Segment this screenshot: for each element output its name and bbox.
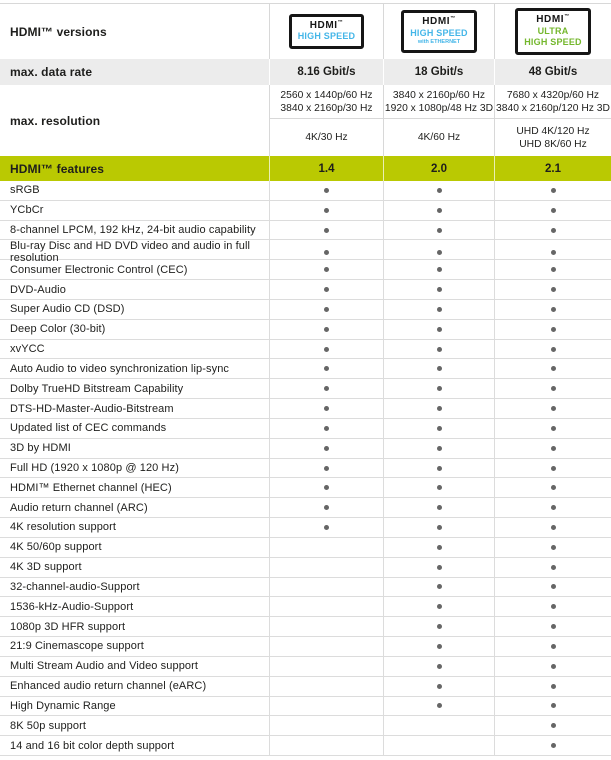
versions-row bbox=[0, 4, 611, 59]
feature-support-cell bbox=[269, 558, 383, 577]
feature-support-cell bbox=[494, 498, 611, 517]
feature-row bbox=[0, 221, 611, 241]
badge-ethernet-label: with ETHERNET bbox=[417, 38, 461, 45]
feature-label: Updated list of CEC commands bbox=[10, 422, 167, 435]
feature-label: Full HD (1920 x 1080p @ 120 Hz) bbox=[10, 462, 179, 474]
feature-support-cell bbox=[494, 181, 611, 200]
version-number: 2.1 bbox=[494, 156, 611, 181]
feature-label: 4K resolution support bbox=[10, 521, 117, 534]
badge-speed-label: ULTRA bbox=[537, 25, 569, 36]
feature-support-cell bbox=[269, 617, 383, 636]
feature-label: HDMI™ Ethernet channel (HEC) bbox=[10, 481, 172, 494]
data-rate-label: max. data rate bbox=[10, 65, 93, 79]
support-dot-icon bbox=[437, 485, 442, 490]
feature-label: Auto Audio to video synchronization lip-sync bbox=[10, 362, 230, 375]
feature-support-cell bbox=[269, 419, 383, 438]
support-dot-icon bbox=[324, 267, 329, 272]
uhd-modes-cell bbox=[494, 119, 611, 156]
feature-label: Audio return channel (ARC) bbox=[10, 501, 148, 514]
feature-support-cell bbox=[383, 320, 494, 339]
feature-row bbox=[0, 379, 611, 399]
feature-row bbox=[0, 181, 611, 201]
badge-cell-high-speed-ethernet bbox=[383, 4, 494, 59]
support-dot-icon bbox=[437, 644, 442, 649]
support-dot-icon bbox=[551, 505, 556, 510]
feature-support-cell bbox=[494, 320, 611, 339]
feature-label: 14 and 16 bit color depth support bbox=[10, 739, 175, 752]
feature-support-cell bbox=[494, 201, 611, 220]
data-rate-value: 48 Gbit/s bbox=[494, 59, 611, 85]
feature-support-cell bbox=[494, 716, 611, 735]
feature-support-cell bbox=[269, 340, 383, 359]
support-dot-icon bbox=[551, 327, 556, 332]
trademark-mark: ™ bbox=[564, 14, 570, 21]
uhd-modes-cell bbox=[269, 119, 383, 156]
feature-support-cell bbox=[494, 677, 611, 696]
support-dot-icon bbox=[551, 485, 556, 490]
support-dot-icon bbox=[324, 446, 329, 451]
support-dot-icon bbox=[437, 545, 442, 550]
feature-row bbox=[0, 240, 611, 265]
feature-support-cell bbox=[269, 300, 383, 319]
feature-row bbox=[0, 518, 611, 538]
support-dot-icon bbox=[551, 386, 556, 391]
feature-support-cell bbox=[494, 657, 611, 676]
support-dot-icon bbox=[437, 624, 442, 629]
support-dot-icon bbox=[551, 208, 556, 213]
feature-row bbox=[0, 558, 611, 578]
badge-cell-high-speed bbox=[269, 4, 383, 59]
feature-support-cell bbox=[269, 578, 383, 597]
trademark-mark: ™ bbox=[337, 19, 344, 26]
hdmi-brand: HDMI bbox=[422, 16, 451, 28]
support-dot-icon bbox=[551, 228, 556, 233]
feature-row bbox=[0, 439, 611, 459]
feature-label: 3D by HDMI bbox=[10, 442, 71, 455]
feature-row bbox=[0, 419, 611, 439]
feature-support-cell bbox=[494, 280, 611, 299]
feature-support-cell bbox=[383, 340, 494, 359]
uhd-line: 4K/60 Hz bbox=[417, 132, 461, 143]
support-dot-icon bbox=[551, 684, 556, 689]
support-dot-icon bbox=[437, 684, 442, 689]
support-dot-icon bbox=[437, 327, 442, 332]
feature-support-cell bbox=[383, 736, 494, 755]
feature-support-cell bbox=[383, 399, 494, 418]
feature-support-cell bbox=[269, 716, 383, 735]
support-dot-icon bbox=[437, 188, 442, 193]
feature-support-cell bbox=[269, 280, 383, 299]
feature-support-cell bbox=[269, 359, 383, 378]
badge-speed-label: HIGH SPEED bbox=[524, 36, 582, 47]
support-dot-icon bbox=[324, 347, 329, 352]
support-dot-icon bbox=[324, 327, 329, 332]
feature-support-cell bbox=[383, 300, 494, 319]
feature-support-cell bbox=[383, 538, 494, 557]
support-dot-icon bbox=[437, 267, 442, 272]
feature-row bbox=[0, 716, 611, 736]
support-dot-icon bbox=[437, 525, 442, 530]
version-number: 2.0 bbox=[383, 156, 494, 181]
support-dot-icon bbox=[551, 545, 556, 550]
uhd-line: 4K/30 Hz bbox=[305, 132, 348, 143]
feature-support-cell bbox=[383, 677, 494, 696]
resolution-line: 7680 x 4320p/60 Hz bbox=[506, 89, 600, 101]
support-dot-icon bbox=[324, 287, 329, 292]
feature-support-cell bbox=[494, 419, 611, 438]
feature-support-cell bbox=[269, 677, 383, 696]
support-dot-icon bbox=[324, 366, 329, 371]
feature-label: sRGB bbox=[10, 184, 40, 197]
feature-label: 1080p 3D HFR support bbox=[10, 620, 126, 633]
resolution-modes-cell bbox=[494, 85, 611, 119]
feature-support-cell bbox=[494, 538, 611, 557]
feature-row bbox=[0, 399, 611, 419]
version-number: 1.4 bbox=[269, 156, 383, 181]
feature-row bbox=[0, 320, 611, 340]
hdmi-high-speed-ethernet-badge bbox=[401, 10, 477, 52]
hdmi-comparison-table bbox=[0, 3, 611, 756]
feature-row bbox=[0, 657, 611, 677]
feature-support-cell bbox=[494, 459, 611, 478]
feature-support-cell bbox=[269, 697, 383, 716]
feature-row bbox=[0, 637, 611, 657]
feature-support-cell bbox=[383, 459, 494, 478]
feature-support-cell bbox=[269, 201, 383, 220]
hdmi-brand: HDMI bbox=[309, 19, 338, 31]
resolution-row bbox=[0, 85, 611, 156]
feature-label: DTS-HD-Master-Audio-Bitstream bbox=[10, 402, 174, 415]
feature-support-cell bbox=[383, 697, 494, 716]
feature-support-cell bbox=[269, 181, 383, 200]
trademark-mark: ™ bbox=[450, 15, 456, 22]
feature-support-cell bbox=[383, 617, 494, 636]
support-dot-icon bbox=[551, 406, 556, 411]
feature-support-cell bbox=[494, 637, 611, 656]
support-dot-icon bbox=[437, 307, 442, 312]
resolution-modes-cell bbox=[383, 85, 494, 119]
support-dot-icon bbox=[551, 347, 556, 352]
feature-label: Dolby TrueHD Bitstream Capability bbox=[10, 382, 184, 395]
feature-support-cell bbox=[269, 379, 383, 398]
support-dot-icon bbox=[437, 406, 442, 411]
support-dot-icon bbox=[551, 604, 556, 609]
feature-row bbox=[0, 578, 611, 598]
support-dot-icon bbox=[437, 466, 442, 471]
support-dot-icon bbox=[437, 228, 442, 233]
feature-support-cell bbox=[383, 181, 494, 200]
feature-support-cell bbox=[383, 419, 494, 438]
feature-label: Super Audio CD (DSD) bbox=[10, 303, 125, 316]
support-dot-icon bbox=[437, 565, 442, 570]
feature-support-cell bbox=[269, 260, 383, 279]
support-dot-icon bbox=[324, 307, 329, 312]
feature-support-cell bbox=[383, 439, 494, 458]
feature-support-cell bbox=[383, 518, 494, 537]
feature-label: Multi Stream Audio and Video support bbox=[10, 660, 199, 673]
feature-support-cell bbox=[383, 221, 494, 240]
support-dot-icon bbox=[551, 287, 556, 292]
hdmi-logo-text bbox=[422, 16, 456, 28]
feature-support-cell bbox=[269, 459, 383, 478]
badge-speed-label: HIGH SPEED bbox=[410, 27, 468, 38]
feature-support-cell bbox=[269, 518, 383, 537]
feature-support-cell bbox=[494, 478, 611, 497]
support-dot-icon bbox=[551, 307, 556, 312]
resolution-line: 3840 x 2160p/30 Hz bbox=[280, 102, 373, 114]
support-dot-icon bbox=[551, 188, 556, 193]
feature-label: Blu-ray Disc and HD DVD video and audio in full resolution bbox=[10, 240, 251, 265]
feature-support-cell bbox=[494, 439, 611, 458]
support-dot-icon bbox=[437, 505, 442, 510]
support-dot-icon bbox=[324, 386, 329, 391]
support-dot-icon bbox=[324, 406, 329, 411]
feature-label: 4K 50/60p support bbox=[10, 541, 102, 554]
resolution-line: 2560 x 1440p/60 Hz bbox=[280, 89, 373, 101]
feature-support-cell bbox=[383, 359, 494, 378]
support-dot-icon bbox=[551, 584, 556, 589]
feature-support-cell bbox=[494, 399, 611, 418]
support-dot-icon bbox=[551, 743, 556, 748]
feature-row bbox=[0, 280, 611, 300]
support-dot-icon bbox=[324, 426, 329, 431]
feature-support-cell bbox=[494, 697, 611, 716]
support-dot-icon bbox=[551, 267, 556, 272]
feature-support-cell bbox=[494, 736, 611, 755]
feature-support-cell bbox=[494, 300, 611, 319]
feature-support-cell bbox=[383, 578, 494, 597]
hdmi-brand: HDMI bbox=[536, 14, 565, 26]
support-dot-icon bbox=[324, 525, 329, 530]
feature-label: xvYCC bbox=[10, 343, 45, 356]
feature-label: YCbCr bbox=[10, 204, 44, 217]
data-rate-value: 18 Gbit/s bbox=[383, 59, 494, 85]
feature-label: Consumer Electronic Control (CEC) bbox=[10, 263, 188, 276]
features-header-label: HDMI™ features bbox=[10, 161, 105, 176]
feature-row bbox=[0, 201, 611, 221]
feature-label: DVD-Audio bbox=[10, 283, 66, 296]
data-rate-row bbox=[0, 59, 611, 85]
feature-support-cell bbox=[494, 340, 611, 359]
support-dot-icon bbox=[437, 703, 442, 708]
support-dot-icon bbox=[324, 250, 329, 255]
support-dot-icon bbox=[551, 426, 556, 431]
hdmi-high-speed-badge bbox=[289, 14, 365, 49]
feature-row bbox=[0, 597, 611, 617]
support-dot-icon bbox=[437, 584, 442, 589]
feature-row bbox=[0, 300, 611, 320]
feature-row bbox=[0, 459, 611, 479]
feature-label: High Dynamic Range bbox=[10, 699, 116, 712]
feature-support-cell bbox=[269, 221, 383, 240]
feature-support-cell bbox=[383, 637, 494, 656]
feature-support-cell bbox=[383, 716, 494, 735]
support-dot-icon bbox=[551, 723, 556, 728]
feature-support-cell bbox=[269, 736, 383, 755]
feature-label: 8K 50p support bbox=[10, 719, 87, 732]
feature-row bbox=[0, 697, 611, 717]
feature-support-cell bbox=[494, 617, 611, 636]
support-dot-icon bbox=[324, 466, 329, 471]
badge-speed-label: HIGH SPEED bbox=[297, 31, 356, 42]
resolution-line: 3840 x 2160p/60 Hz bbox=[392, 89, 486, 101]
badge-cell-ultra-high-speed bbox=[494, 4, 611, 59]
feature-row bbox=[0, 260, 611, 280]
resolution-line: 3840 x 2160p/120 Hz 3D bbox=[496, 102, 610, 114]
resolution-modes-cell bbox=[269, 85, 383, 119]
feature-label: 1536-kHz-Audio-Support bbox=[10, 600, 134, 613]
feature-support-cell bbox=[383, 657, 494, 676]
feature-support-cell bbox=[494, 221, 611, 240]
resolution-label: max. resolution bbox=[10, 113, 101, 128]
support-dot-icon bbox=[324, 505, 329, 510]
support-dot-icon bbox=[551, 644, 556, 649]
support-dot-icon bbox=[324, 485, 329, 490]
feature-support-cell bbox=[494, 518, 611, 537]
feature-support-cell bbox=[383, 379, 494, 398]
feature-row bbox=[0, 736, 611, 756]
feature-support-cell bbox=[494, 379, 611, 398]
feature-support-cell bbox=[269, 399, 383, 418]
feature-support-cell bbox=[383, 280, 494, 299]
resolution-line: 1920 x 1080p/48 Hz 3D bbox=[384, 102, 494, 114]
feature-support-cell bbox=[383, 260, 494, 279]
feature-support-cell bbox=[494, 359, 611, 378]
feature-row bbox=[0, 498, 611, 518]
hdmi-ultra-high-speed-badge bbox=[515, 8, 591, 54]
feature-row bbox=[0, 677, 611, 697]
support-dot-icon bbox=[324, 208, 329, 213]
features-header-row bbox=[0, 156, 611, 181]
feature-support-cell bbox=[269, 478, 383, 497]
support-dot-icon bbox=[437, 604, 442, 609]
feature-support-cell bbox=[383, 478, 494, 497]
support-dot-icon bbox=[551, 250, 556, 255]
feature-label: 4K 3D support bbox=[10, 561, 82, 574]
support-dot-icon bbox=[551, 624, 556, 629]
feature-row bbox=[0, 478, 611, 498]
support-dot-icon bbox=[437, 664, 442, 669]
support-dot-icon bbox=[551, 664, 556, 669]
uhd-modes-cell bbox=[383, 119, 494, 156]
versions-row-label: HDMI™ versions bbox=[10, 24, 107, 39]
feature-row bbox=[0, 340, 611, 360]
feature-row bbox=[0, 538, 611, 558]
feature-support-cell bbox=[269, 320, 383, 339]
support-dot-icon bbox=[551, 446, 556, 451]
data-rate-value: 8.16 Gbit/s bbox=[269, 59, 383, 85]
support-dot-icon bbox=[437, 426, 442, 431]
feature-support-cell bbox=[494, 558, 611, 577]
features-body bbox=[0, 181, 611, 756]
feature-row bbox=[0, 359, 611, 379]
feature-support-cell bbox=[269, 498, 383, 517]
feature-support-cell bbox=[494, 597, 611, 616]
support-dot-icon bbox=[551, 466, 556, 471]
feature-support-cell bbox=[269, 439, 383, 458]
feature-support-cell bbox=[383, 558, 494, 577]
support-dot-icon bbox=[437, 386, 442, 391]
support-dot-icon bbox=[551, 525, 556, 530]
support-dot-icon bbox=[437, 250, 442, 255]
support-dot-icon bbox=[551, 565, 556, 570]
feature-support-cell bbox=[269, 538, 383, 557]
feature-support-cell bbox=[269, 637, 383, 656]
support-dot-icon bbox=[551, 366, 556, 371]
feature-support-cell bbox=[494, 260, 611, 279]
support-dot-icon bbox=[437, 287, 442, 292]
feature-label: Deep Color (30-bit) bbox=[10, 323, 106, 336]
feature-label: 8-channel LPCM, 192 kHz, 24-bit audio capability bbox=[10, 224, 256, 237]
feature-label: Enhanced audio return channel (eARC) bbox=[10, 680, 207, 693]
feature-support-cell bbox=[383, 597, 494, 616]
support-dot-icon bbox=[551, 703, 556, 708]
support-dot-icon bbox=[437, 366, 442, 371]
feature-support-cell bbox=[269, 657, 383, 676]
feature-label: 32-channel-audio-Support bbox=[10, 580, 140, 593]
feature-row bbox=[0, 617, 611, 637]
hdmi-logo-text bbox=[310, 20, 344, 32]
uhd-line: UHD 8K/60 Hz bbox=[519, 138, 587, 150]
feature-support-cell bbox=[269, 597, 383, 616]
feature-support-cell bbox=[494, 578, 611, 597]
feature-support-cell bbox=[383, 498, 494, 517]
support-dot-icon bbox=[437, 208, 442, 213]
feature-support-cell bbox=[383, 201, 494, 220]
support-dot-icon bbox=[324, 188, 329, 193]
support-dot-icon bbox=[437, 446, 442, 451]
support-dot-icon bbox=[437, 347, 442, 352]
support-dot-icon bbox=[324, 228, 329, 233]
uhd-line: UHD 4K/120 Hz bbox=[516, 125, 590, 137]
feature-label: 21:9 Cinemascope support bbox=[10, 640, 144, 653]
hdmi-logo-text bbox=[536, 14, 570, 26]
